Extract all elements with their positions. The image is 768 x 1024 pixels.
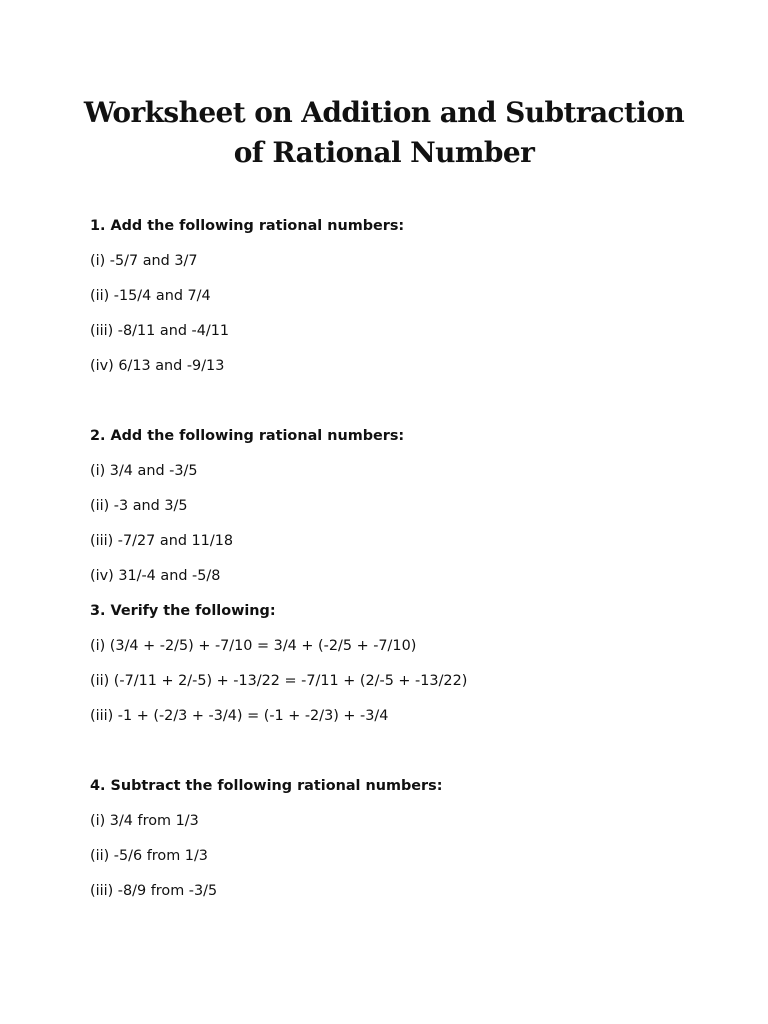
section-3-item-3: (iii) -1 + (-2/3 + -3/4) = (-1 + -2/3) + -3/4: [90, 708, 389, 724]
section-4-item-3: (iii) -8/9 from -3/5: [90, 883, 218, 899]
section-1-item-2: (ii) -15/4 and 7/4: [90, 288, 211, 304]
section-3-item-2: (ii) (-7/11 + 2/-5) + -13/22 = -7/11 + (2/-5 + -13/22): [90, 673, 468, 689]
page-title: [40, 93, 728, 173]
section-1-item-4: (iv) 6/13 and -9/13: [90, 358, 225, 374]
title-line-2: of Rational Number: [233, 136, 535, 169]
title-line-1: Worksheet on Addition and Subtraction: [83, 96, 685, 129]
section-1-heading: 1. Add the following rational numbers:: [90, 218, 405, 234]
section-4-heading: 4. Subtract the following rational numbers:: [90, 778, 443, 794]
section-2-item-3: (iii) -7/27 and 11/18: [90, 533, 233, 549]
section-4-item-1: (i) 3/4 from 1/3: [90, 813, 199, 829]
section-3-heading: 3. Verify the following:: [90, 603, 276, 619]
section-2-item-4: (iv) 31/-4 and -5/8: [90, 568, 221, 584]
section-1-item-3: (iii) -8/11 and -4/11: [90, 323, 230, 339]
section-1-item-1: (i) -5/7 and 3/7: [90, 253, 198, 269]
section-2-item-2: (ii) -3 and 3/5: [90, 498, 188, 514]
section-3-item-1: (i) (3/4 + -2/5) + -7/10 = 3/4 + (-2/5 + -7/10): [90, 638, 417, 654]
section-4-item-2: (ii) -5/6 from 1/3: [90, 848, 208, 864]
section-2-heading: 2. Add the following rational numbers:: [90, 428, 405, 444]
section-2-item-1: (i) 3/4 and -3/5: [90, 463, 198, 479]
